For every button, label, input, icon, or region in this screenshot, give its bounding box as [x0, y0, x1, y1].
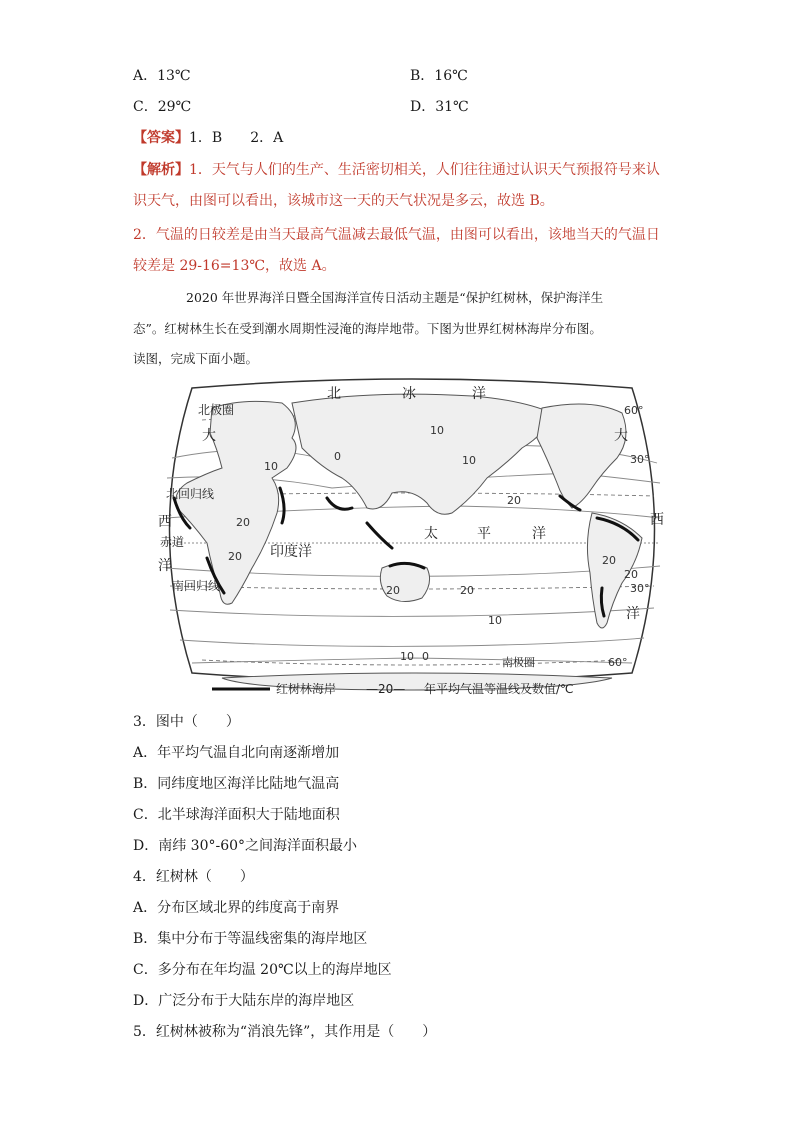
legend-isotherm-sample: —20— [366, 682, 406, 696]
label-tropic-n: 北回归线 [166, 487, 215, 501]
q3-option-d: D．南纬 30°-60°之间海洋面积最小 [133, 838, 358, 854]
label-lat60s: 60° [608, 656, 628, 669]
q5-stem: 5．红树林被称为“消浪先锋”，其作用是（ ） [133, 1024, 437, 1040]
label-lat30n: 30° [630, 453, 650, 466]
analysis-text-3: 2．气温的日较差是由当天最高气温减去最低气温，由图可以看出，该地当天的气温日 [133, 227, 660, 243]
legend-mangrove-label: 红树林海岸 [276, 682, 337, 696]
answer-text: 1．B 2．A [189, 130, 284, 146]
answer-tag: 【答案】 [133, 130, 189, 146]
label-da-right: 大 [614, 428, 628, 444]
isotherm-value: 20 [386, 584, 400, 597]
label-yang-left: 洋 [158, 558, 172, 574]
q3-option-a: A．年平均气温自北向南逐渐增加 [133, 745, 340, 761]
label-yang-pacific: 洋 [532, 526, 546, 542]
label-lat60n: 60° [624, 404, 644, 417]
label-bing: 冰 [402, 386, 416, 402]
option-a-prev: A．13℃ [133, 68, 191, 84]
analysis-tag: 【解析】 [133, 162, 189, 178]
label-xi-left: 西 [158, 514, 172, 530]
label-da-left: 大 [202, 428, 216, 444]
label-xi-right: 西 [650, 512, 664, 528]
label-indian-ocean: 印度洋 [270, 544, 312, 560]
q3-option-c: C．北半球海洋面积大于陆地面积 [133, 807, 340, 823]
label-tropic-s: 南回归线 [172, 579, 221, 593]
label-yang-arctic: 洋 [472, 386, 486, 402]
q3-option-b: B．同纬度地区海洋比陆地气温高 [133, 776, 340, 792]
isotherm-value: 20 [624, 568, 638, 581]
q4-option-c: C．多分布在年均温 20℃以上的海岸地区 [133, 962, 392, 978]
isotherm-value: 20 [460, 584, 474, 597]
mangrove-world-map [152, 378, 672, 698]
passage-line-1: 2020 年世界海洋日暨全国海洋宣传日活动主题是“保护红树林，保护海洋生 [186, 290, 604, 305]
option-b-prev: B．16℃ [410, 68, 468, 84]
isotherm-value: 20 [228, 550, 242, 563]
label-lat30s: 30° [630, 582, 650, 595]
q4-option-a: A．分布区域北界的纬度高于南界 [133, 900, 340, 916]
isotherm-value: 0 [422, 650, 429, 663]
map-svg [152, 378, 672, 698]
label-equator: 赤道 [160, 535, 185, 549]
q4-option-b: B．集中分布于等温线密集的海岸地区 [133, 931, 368, 947]
isotherm-value: 20 [507, 494, 521, 507]
label-antarctic-circle: 南极圈 [502, 656, 535, 669]
land-masses [176, 394, 642, 690]
isotherm-value: 10 [488, 614, 502, 627]
option-c-prev: C．29℃ [133, 99, 192, 115]
isotherm-value: 10 [264, 460, 278, 473]
label-arctic-circle: 北极圈 [198, 403, 235, 417]
isotherm-value: 10 [462, 454, 476, 467]
option-d-prev: D．31℃ [410, 99, 469, 115]
label-tai: 太 [424, 526, 438, 542]
label-ping: 平 [477, 526, 491, 542]
analysis-text-4: 较差是 29-16=13℃，故选 A。 [133, 258, 336, 274]
analysis-text-1: 1．天气与人们的生产、生活密切相关，人们往往通过认识天气预报符号来认 [189, 162, 660, 178]
isotherm-value: 20 [602, 554, 616, 567]
passage-line-3: 读图，完成下面小题。 [133, 351, 259, 366]
analysis-line-1 [133, 160, 660, 180]
answer-line [133, 128, 283, 148]
isotherm-value: 0 [334, 450, 341, 463]
q4-option-d: D．广泛分布于大陆东岸的海岸地区 [133, 993, 355, 1009]
isotherm-value: 10 [430, 424, 444, 437]
q3-stem: 3．图中（ ） [133, 714, 240, 730]
q4-stem: 4．红树林（ ） [133, 869, 254, 885]
isotherm-value: 20 [236, 516, 250, 529]
label-bei: 北 [327, 386, 341, 402]
analysis-text-2: 识天气，由图可以看出，该城市这一天的天气状况是多云，故选 B。 [133, 193, 554, 209]
isotherm-value: 10 [400, 650, 414, 663]
label-yang-right: 洋 [626, 606, 640, 622]
passage-line-2: 态”。红树林生长在受到潮水周期性浸淹的海岸地带。下图为世界红树林海岸分布图。 [133, 321, 602, 336]
legend-isotherm-label: 年平均气温等温线及数值/℃ [424, 682, 574, 696]
